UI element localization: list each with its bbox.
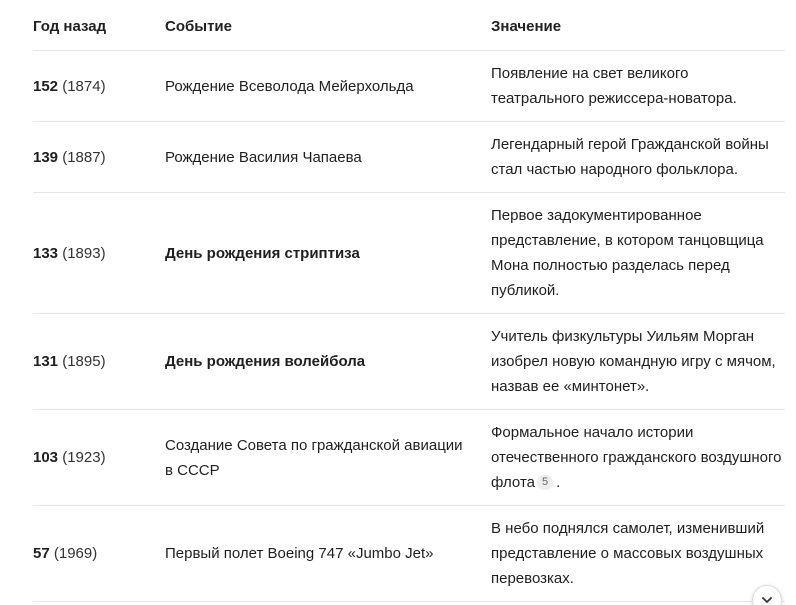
meaning-text: [491, 420, 785, 495]
year-value: (1887): [62, 148, 106, 166]
years-ago-value: 139: [33, 148, 59, 166]
years-ago-value: 103: [33, 449, 59, 466]
meaning-text: Учитель физкультуры Уильям Морган изобрел новую командную игру с мячом, назвав ее «минтонет».: [491, 328, 776, 395]
meaning-cell: [491, 122, 785, 192]
event-cell: [165, 51, 465, 121]
years-ago-cell: [33, 193, 153, 313]
event-cell: [165, 506, 465, 601]
event-cell: [165, 193, 465, 313]
meaning-text: Легендарный герой Гражданской войны стал частью народного фольклора.: [491, 136, 769, 178]
years-ago-cell: [33, 122, 153, 192]
years-ago-value: 57: [33, 545, 50, 562]
years-ago-cell: [33, 51, 153, 121]
meaning-cell: [491, 314, 785, 409]
meaning-text: Первое задокументированное представление, в котором танцовщица Мона полностью разделась перед публикой.: [491, 207, 764, 299]
event-text: День рождения стриптиза: [165, 244, 360, 262]
year-value: (1893): [62, 244, 106, 262]
history-table: [33, 0, 785, 602]
meaning-text: Появление на свет великого театрального режиссера-новатора.: [491, 65, 737, 107]
footnote-badge[interactable]: 5: [537, 475, 553, 490]
event-text: День рождения волейбола: [165, 353, 366, 370]
meaning-cell: [491, 51, 785, 121]
header-event: Событие: [165, 18, 232, 35]
table-row: [33, 506, 785, 602]
header-years-ago: Год назад: [33, 18, 107, 35]
year-value: (1874): [62, 77, 106, 95]
meaning-text-tail: .: [556, 474, 561, 491]
table-row: [33, 314, 785, 410]
year-value: (1895): [62, 353, 106, 370]
years-ago-cell: [33, 506, 153, 601]
years-ago-value: 152: [33, 77, 59, 95]
table-row: [33, 51, 785, 122]
chevron-down-icon: [760, 593, 774, 605]
meaning-text: В небо поднялся самолет, изменивший представление о массовых воздушных перевозках.: [491, 520, 765, 587]
years-ago-cell: [33, 410, 153, 505]
event-text: Создание Совета по гражданской авиации в СССР: [165, 436, 463, 479]
meaning-text-main: Формальное начало истории отечественного гражданского воздушного флота: [491, 424, 782, 491]
meaning-cell: [491, 410, 785, 505]
event-text: Первый полет Boeing 747 «Jumbo Jet»: [165, 545, 434, 562]
years-ago-cell: [33, 314, 153, 409]
event-cell: [165, 410, 465, 505]
table-row: [33, 122, 785, 193]
meaning-cell: [491, 506, 785, 601]
event-text: Рождение Всеволода Мейерхольда: [165, 77, 414, 95]
year-value: (1969): [53, 545, 98, 562]
table-header: [33, 0, 785, 51]
table-row: [33, 193, 785, 314]
meaning-cell: [491, 193, 785, 313]
years-ago-value: 131: [33, 353, 59, 370]
event-text: Рождение Василия Чапаева: [165, 148, 362, 166]
year-value: (1923): [62, 449, 106, 466]
table-row: [33, 410, 785, 506]
event-cell: [165, 122, 465, 192]
years-ago-value: 133: [33, 244, 59, 262]
header-meaning: Значение: [491, 18, 562, 35]
event-cell: [165, 314, 465, 409]
